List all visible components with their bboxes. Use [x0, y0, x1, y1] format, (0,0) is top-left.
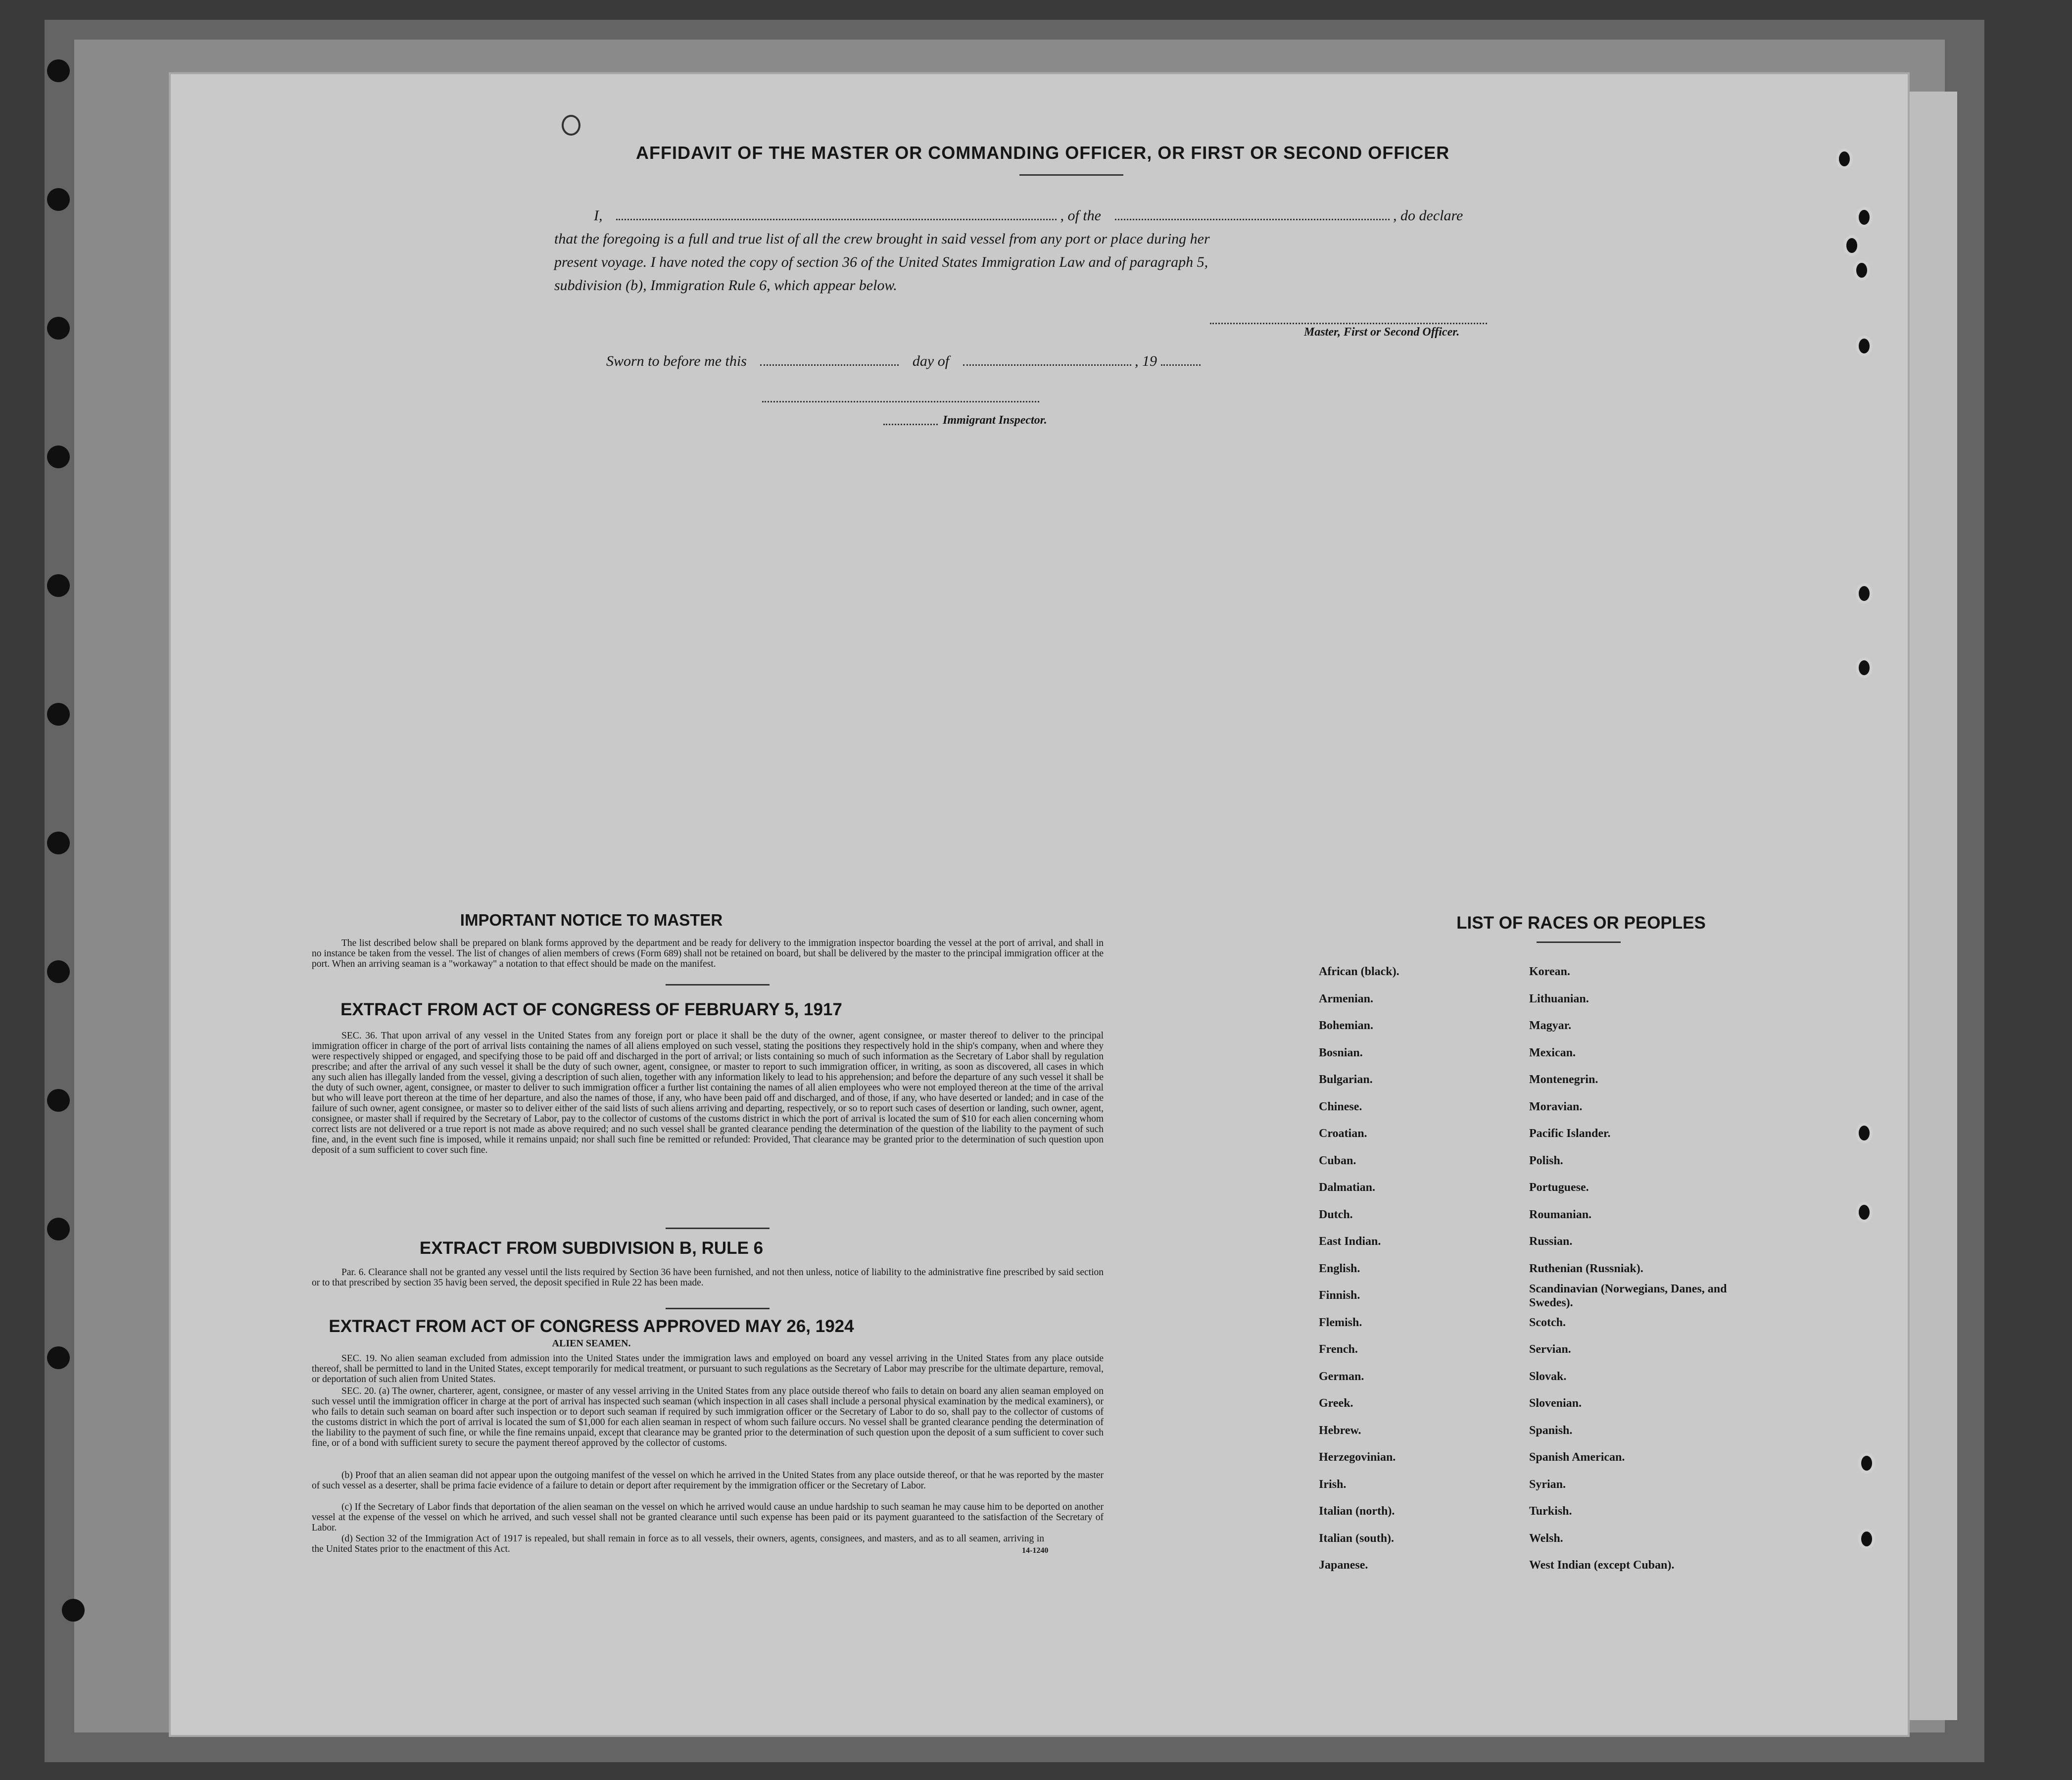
affidavit-declaration-line1 — [554, 204, 1687, 227]
races-column-2 — [1529, 965, 1752, 1658]
binder-ring — [1856, 1202, 1873, 1223]
binder-ring — [1856, 336, 1873, 356]
vessel-blank[interactable] — [1115, 207, 1390, 220]
race-item: Bosnian. — [1319, 1046, 1363, 1059]
extract-1924-sec20c: (c) If the Secretary of Labor finds that deportation of the alien seaman on the vessel on which he arrived would cause an undue hardship to such seaman he may cause him to be deported on another vessel at the expense of the vessel on which he arrived, and such vessel shall not be granted clearance until such expense has been paid or its payment guaranteed to the satisfaction of the Secretary of Labor. — [312, 1502, 1104, 1533]
sworn-day-blank[interactable] — [760, 352, 899, 366]
race-item: Cuban. — [1319, 1154, 1356, 1167]
punch-hole — [62, 1599, 85, 1622]
year-text: , 19 — [1135, 353, 1157, 369]
name-blank[interactable] — [616, 207, 1057, 220]
decl-of-the: , of the — [1060, 207, 1101, 224]
day-of-text: day of — [912, 353, 950, 369]
extract-rule6-title: EXTRACT FROM SUBDIVISION B, RULE 6 — [419, 1238, 764, 1258]
race-item: Croatian. — [1319, 1127, 1367, 1140]
race-item: Ruthenian (Russniak). — [1529, 1262, 1643, 1275]
race-item: Greek. — [1319, 1397, 1353, 1410]
binder-ring — [1856, 657, 1873, 678]
form-number: 14-1240 — [1022, 1546, 1049, 1555]
binder-ring — [1858, 1529, 1875, 1549]
punch-hole — [47, 1218, 70, 1240]
races-title: LIST OF RACES OR PEOPLES — [1456, 913, 1706, 933]
race-item: French. — [1319, 1343, 1358, 1356]
race-item: Finnish. — [1319, 1289, 1360, 1302]
race-item: Pacific Islander. — [1529, 1127, 1611, 1140]
race-item: Irish. — [1319, 1478, 1347, 1491]
inspector-signature-line-short — [883, 424, 938, 425]
section-rule — [666, 984, 770, 986]
section-rule — [666, 1228, 770, 1229]
extract-1924-sec19: SEC. 19. No alien seaman excluded from admission into the United States under the immigration laws and employed on board any vessel arriving in the United States from any place outside thereof, shall be permitted to land in the United States, except temporarily for medical treatment, or pursuant to such regulations as the Secretary of Labor may prescribe for the ultimate departure, removal, or deportation of such alien from United States. — [312, 1353, 1104, 1384]
race-item: Scandinavian (Norwegians, Danes, and Swedes). — [1529, 1283, 1727, 1309]
decl-i: I, — [594, 207, 603, 224]
extract-1917-body: SEC. 36. That upon arrival of any vessel in the United States from any foreign port or place it shall be the duty of the owner, agent consignee, or master thereof to deliver to the principal immigration officer in charge of the port of arrival lists containing the names of all aliens employed on such vessel, stating the positions they respectively hold in the ship's company, when and where they were respectively shipped or engaged, and specifying those to be paid off and discharged in the port of arrival; or lists containing so much of such information as the Secretary of Labor shall by regulation prescribe; and after the arrival of any such vessel it shall be the duty of such owner, agent, consignee, or master to report to such immigration officer, in writing, as soon as discovered, all cases in which any such alien has illegally landed from the vessel, giving a description of such alien, together with any information likely to lead to his apprehension; and before the departure of any such vessel it shall be the duty of such owner, agent, consignee, or master to deliver to such immigration officer a further list containing the names of all alien employees who were not employed thereon at the time of the arrival but who will leave port thereon at the time of her departure, and also the names of those, if any, who have been paid off and discharged, and of those, if any, who have deserted or landed; and in case of the failure of such owner, agent consignee, or master so to deliver either of the said lists of such aliens arriving and departing, respectively, or so to report such cases of desertion or landing, such owner, agent, consignee, or master shall if required by the Secretary of Labor, pay to the collector of customs of the customs district in which the port of arrival is located the sum of $10 for each alien concerning whom correct lists are not delivered or a true report is not made as above required; and no such vessel shall be granted clearance pending the determination of the question of the liability to the payment of such fine, and, in the event such fine is imposed, while it remains unpaid; nor shall such fine be remitted or refunded: Provided, That clearance may be granted prior to the determination of such question upon deposit of a sum sufficient to cover such fine. — [312, 1031, 1104, 1155]
race-item: Korean. — [1529, 965, 1570, 978]
extract-rule6-body: Par. 6. Clearance shall not be granted any vessel until the lists required by Section 36 have been furnished, and not then unless, notice of liability to the administrative fine prescribed by said section or to that prescribed by section 35 havig been served, the deposit specified in Rule 22 has been made. — [312, 1267, 1104, 1288]
punch-hole — [47, 960, 70, 983]
race-item: Dalmatian. — [1319, 1181, 1375, 1194]
affidavit-title: AFFIDAVIT OF THE MASTER OR COMMANDING OFFICER, OR FIRST OR SECOND OFFICER — [636, 143, 1450, 163]
inspector-signature-label: Immigrant Inspector. — [943, 414, 1047, 427]
notice-body: The list described below shall be prepared on blank forms approved by the department and be ready for delivery to the immigration inspector boarding the vessel at the port of arrival, and shall in no instance be taken from the vessel. The list of changes of alien members of crews (Form 689) shall not be retained on board, but shall be delivered by the master to the principal immigration officer at the port. When an arriving seaman is a "workaway" a notation to that effect should be made on the manifest. — [312, 938, 1104, 969]
race-item: Roumanian. — [1529, 1208, 1592, 1221]
race-item: Herzegovinian. — [1319, 1451, 1396, 1464]
punch-hole — [47, 59, 70, 82]
race-item: Flemish. — [1319, 1316, 1362, 1329]
race-item: Russian. — [1529, 1235, 1573, 1248]
master-signature-label: Master, First or Second Officer. — [1304, 326, 1460, 339]
extract-1924-sec20d: (d) Section 32 of the Immigration Act of 1917 is repealed, but shall remain in force as to all vessels, their owners, agents, consignees, and masters, and as to all seamen, arriving in the United States prior to the enactment of this Act. — [312, 1533, 1044, 1554]
race-item: Chinese. — [1319, 1100, 1362, 1113]
extract-1924-sec20b: (b) Proof that an alien seaman did not appear upon the outgoing manifest of the vessel on which he arrived in the United States from any place outside thereof, or that he was reported by the master of such vessel as a deserter, shall be prima facie evidence of a failure to detain or deport after requirement by the immigration officer or the Secretary of Labor. — [312, 1470, 1104, 1491]
race-item: Montenegrin. — [1529, 1073, 1598, 1086]
race-item: Italian (south). — [1319, 1532, 1395, 1545]
punch-hole — [47, 445, 70, 468]
sworn-month-blank[interactable] — [963, 352, 1131, 366]
affidavit-line2: that the foregoing is a full and true list of all the crew brought in said vessel from any port or place during her — [554, 231, 1210, 247]
race-item: Armenian. — [1319, 992, 1373, 1005]
race-item: Italian (north). — [1319, 1505, 1395, 1518]
extract-1924-title: EXTRACT FROM ACT OF CONGRESS APPROVED MAY 26, 1924 — [329, 1317, 854, 1336]
race-item: Bulgarian. — [1319, 1073, 1373, 1086]
binder-ring — [1856, 1123, 1873, 1143]
punch-hole — [47, 1089, 70, 1112]
binder-ring — [1856, 207, 1873, 228]
punch-hole — [47, 832, 70, 854]
extract-1917-title: EXTRACT FROM ACT OF CONGRESS OF FEBRUARY 5, 1917 — [340, 1000, 842, 1019]
race-item: English. — [1319, 1262, 1360, 1275]
race-item: Magyar. — [1529, 1019, 1572, 1032]
inspector-signature-line[interactable] — [762, 401, 1039, 402]
binder-ring — [1843, 235, 1860, 256]
binder-ring — [1853, 260, 1870, 281]
race-item: Portuguese. — [1529, 1181, 1589, 1194]
decl-do-declare: , do declare — [1393, 207, 1463, 224]
form-page — [171, 74, 1908, 1735]
affidavit-line3: present voyage. I have noted the copy of section 36 of the United States Immigration Law and of paragraph 5, — [554, 254, 1208, 270]
underlying-page-edge — [1908, 92, 1957, 1720]
ring-mark — [562, 115, 580, 136]
master-signature-line[interactable] — [1210, 323, 1487, 324]
punch-hole — [47, 703, 70, 726]
binder-ring — [1858, 1453, 1875, 1474]
title-rule — [1019, 174, 1123, 176]
section-rule — [666, 1308, 770, 1309]
race-item: Japanese. — [1319, 1559, 1368, 1572]
race-item: Welsh. — [1529, 1532, 1563, 1545]
race-item: Servian. — [1529, 1343, 1571, 1356]
race-item: Lithuanian. — [1529, 992, 1589, 1005]
race-item: Hebrew. — [1319, 1424, 1361, 1437]
race-item: Turkish. — [1529, 1505, 1572, 1518]
race-item: Bohemian. — [1319, 1019, 1374, 1032]
sworn-text: Sworn to before me this — [606, 353, 747, 369]
race-item: German. — [1319, 1370, 1364, 1383]
binder-ring — [1856, 583, 1873, 604]
race-item: Spanish. — [1529, 1424, 1573, 1437]
punch-hole — [47, 188, 70, 211]
race-item: West Indian (except Cuban). — [1529, 1559, 1675, 1572]
race-item: Spanish American. — [1529, 1451, 1625, 1464]
race-item: Syrian. — [1529, 1478, 1566, 1491]
races-column-1 — [1319, 965, 1507, 1658]
affidavit-line4: subdivision (b), Immigration Rule 6, which appear below. — [554, 277, 897, 294]
race-item: Slovak. — [1529, 1370, 1567, 1383]
sworn-year-blank[interactable] — [1161, 352, 1201, 366]
races-title-rule — [1537, 941, 1621, 943]
race-item: Dutch. — [1319, 1208, 1353, 1221]
punch-hole — [47, 1346, 70, 1369]
race-item: Moravian. — [1529, 1100, 1583, 1113]
punch-hole — [47, 317, 70, 340]
race-item: Polish. — [1529, 1154, 1563, 1167]
punch-hole — [47, 574, 70, 597]
race-item: East Indian. — [1319, 1235, 1381, 1248]
race-item: Mexican. — [1529, 1046, 1576, 1059]
race-item: Scotch. — [1529, 1316, 1566, 1329]
sworn-line — [606, 349, 1201, 373]
extract-1924-sec20a: SEC. 20. (a) The owner, charterer, agent, consignee, or master of any vessel arriving in the United States from any place outside thereof who fails to detain on board any alien seaman employed on such vessel until the immigration officer in charge at the port of arrival has inspected such seaman (which inspection in all cases shall include a personal physical examination by the medical examiners), or who fails to detain such seaman on board after such inspection or to deport such seaman if required by such immigration officer or the Secretary of Labor to do so, shall pay to the collector of customs of the customs district in which the port of arrival is located the sum of $1,000 for each alien seaman in respect of whom such failure occurs. No vessel shall be granted clearance pending the determination of the liability to the payment of such fine, or while the fine remains unpaid, except that clearance may be granted prior to the determination of such question upon the deposit of a sum sufficient to cover such fine, or of a bond with sufficient surety to secure the payment thereof approved by the collector of customs. — [312, 1386, 1104, 1448]
binder-ring — [1836, 148, 1853, 169]
alien-seamen-subtitle: ALIEN SEAMEN. — [552, 1338, 631, 1349]
notice-title: IMPORTANT NOTICE TO MASTER — [460, 911, 723, 929]
race-item: Slovenian. — [1529, 1397, 1582, 1410]
race-item: African (black). — [1319, 965, 1399, 978]
